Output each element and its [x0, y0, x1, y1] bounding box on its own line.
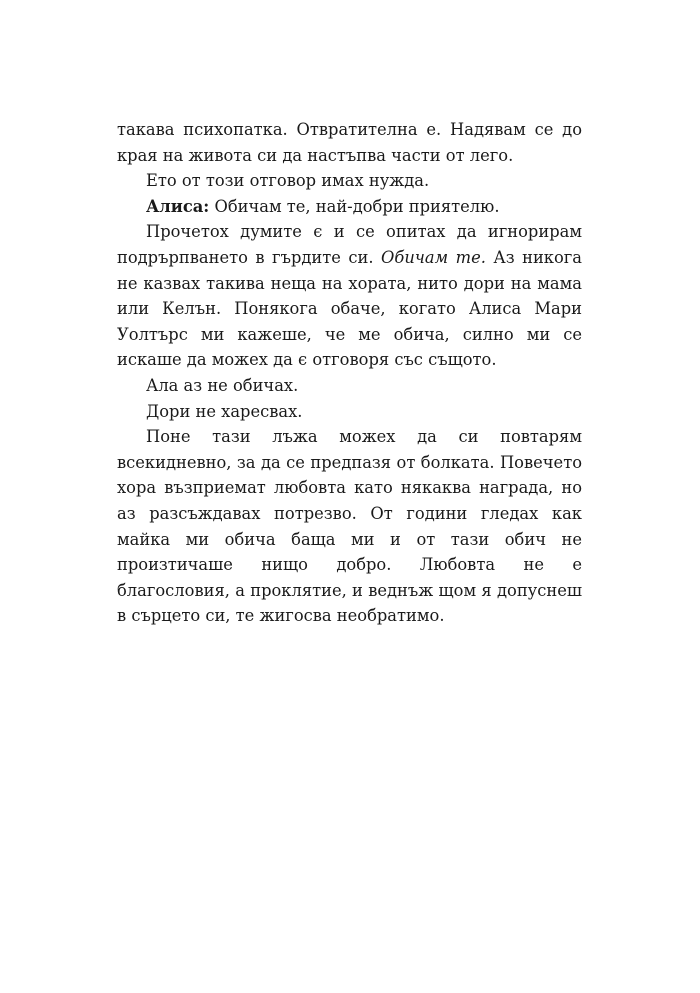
paragraph-7: Поне тази лъжа можех да си повтарям всекидневно, за да се предпазя от болката. Повечето хора възприемат любовта като някаква награда, но аз разсъждавах потрезво. От години гледах как майка ми обича баща ми и от тази обич не произтичаше нищо добро. Любовта не е благословия, а проклятие, и веднъж щом я допуснеш в сърцето си, те жигосва необратимо.	[117, 427, 582, 626]
speaker-label: Алиса:	[146, 196, 210, 216]
paragraph-4	[117, 219, 582, 373]
paragraph-1: такава психопатка. Отвратителна е. Надявам се до края на живота си да настъпва части от лего.	[117, 120, 582, 165]
paragraph-3	[117, 194, 582, 220]
paragraph-6: Дори не харесвах.	[146, 401, 303, 421]
body-text	[117, 117, 582, 629]
paragraph-4-start: Прочетох думите є и се опитах да игнорирам подрърпването в гърдите си.	[117, 222, 582, 267]
italic-phrase: Обичам те.	[381, 247, 486, 267]
paragraph-4-end: Аз никога не казвах такива неща на хората, нито дори на мама или Келън. Понякога обаче, когато Алиса Мари Уолтърс ми кажеше, че ме обича, силно ми се искаше да можех да є отговоря със същото.	[117, 247, 583, 370]
message-text: Обичам те, най-добри приятелю.	[209, 196, 500, 216]
paragraph-2: Ето от този отговор имах нужда.	[146, 171, 430, 191]
paragraph-5: Ала аз не обичах.	[146, 375, 299, 395]
